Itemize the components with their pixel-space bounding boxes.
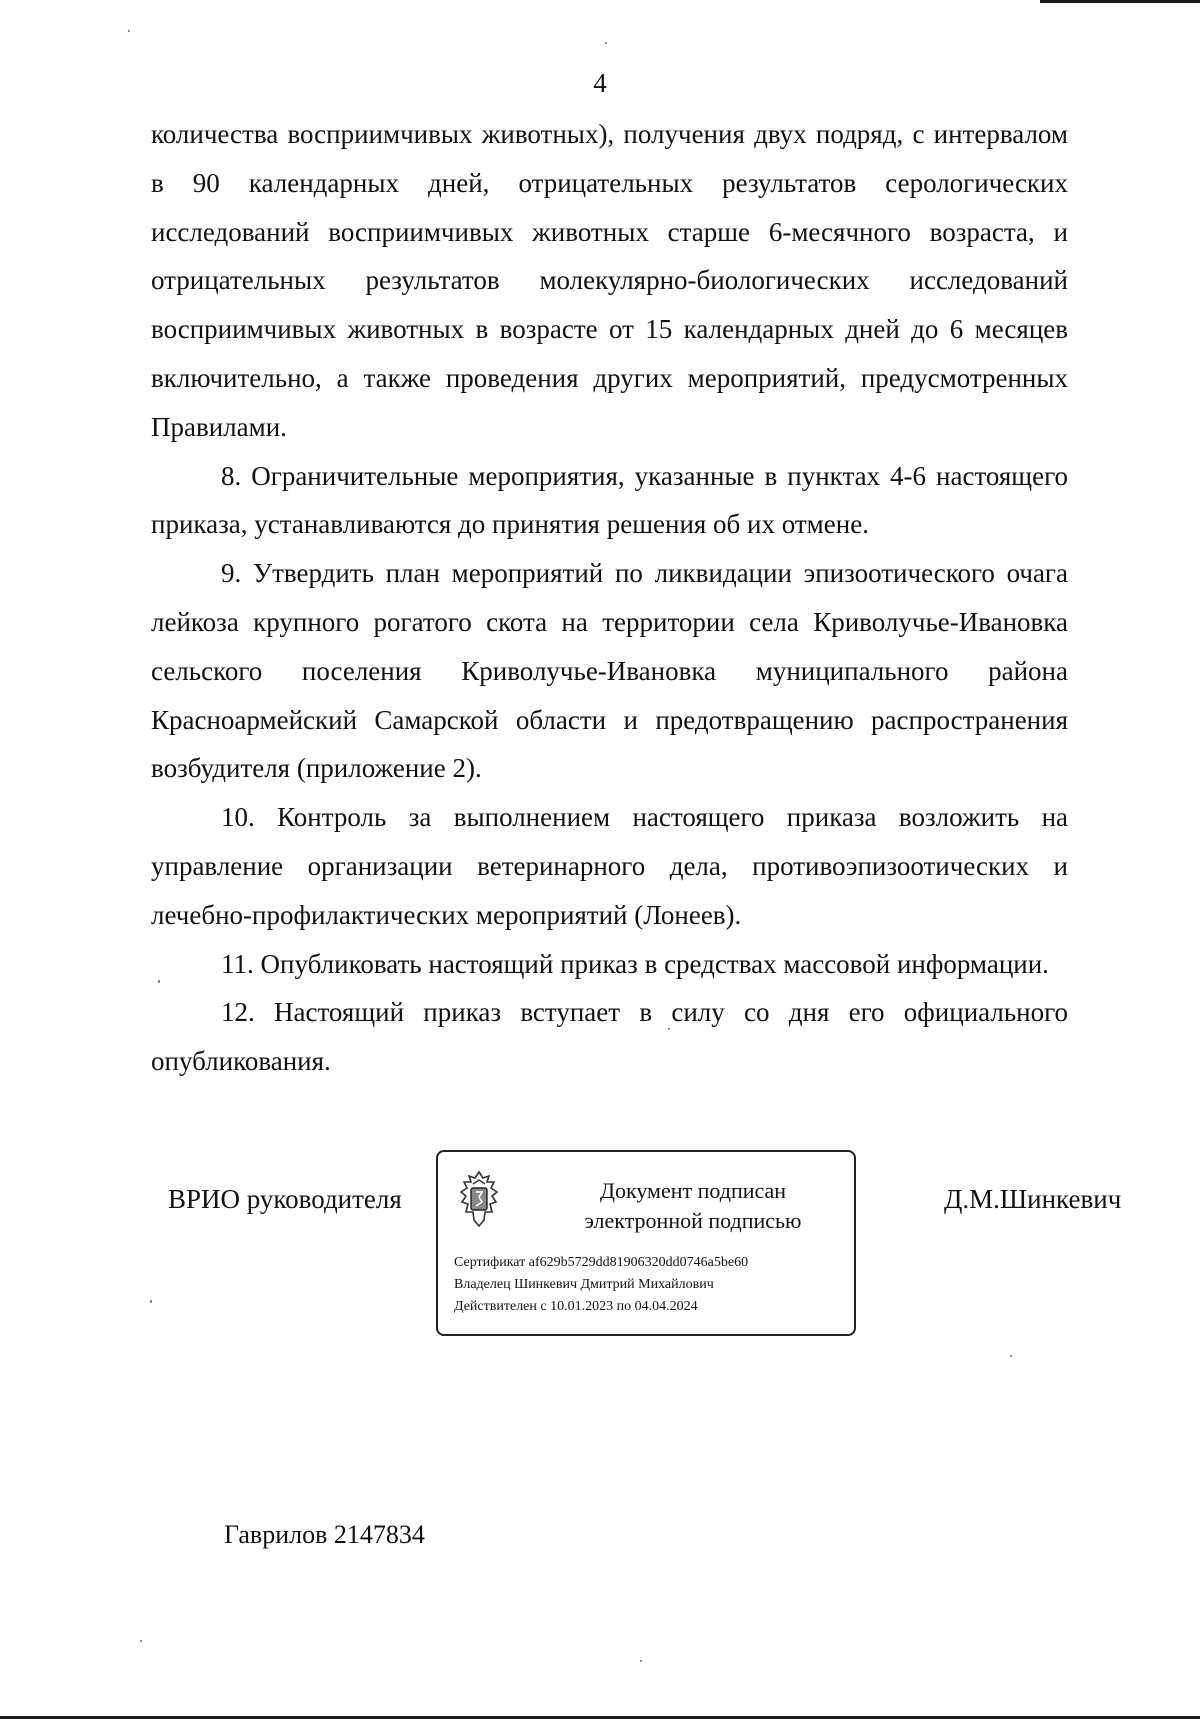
signature-block (0, 1148, 1200, 1338)
scan-edge-top (1040, 0, 1200, 3)
scan-speck (1010, 1355, 1012, 1357)
paragraph-item-12: 12. Настоящий приказ вступает в силу со дня его официального опубликования. (151, 997, 1068, 1077)
paragraph-item-8: 8. Ограничительные мероприятия, указанные в пунктах 4-6 настоящего приказа, устанавливаются до принятия решения об их отмене. (151, 460, 1068, 540)
signer-name: Д.М.Шинкевич (944, 1184, 1122, 1214)
scan-speck (140, 1640, 142, 1642)
stamp-details (454, 1252, 748, 1318)
stamp-certificate: Сертификат af629b5729dd81906320dd0746a5be60 (454, 1255, 749, 1270)
stamp-title-line: Документ подписан (599, 1178, 787, 1203)
electronic-signature-stamp (436, 1150, 856, 1336)
stamp-title (548, 1176, 838, 1236)
paragraph-continuation: количества восприимчивых животных), получения двух подряд, с интервалом в 90 календарных дней, отрицательных результатов серологических исследований восприимчивых животных старше 6-месячного возраста, и отрицательных результатов молекулярно-биологических исследований восприимчивых животных в возрасте от 15 календарных дней до 6 месяцев включительно, а также проведения других мероприятий, предусмотренных Правилами. (151, 119, 1068, 442)
page-number: 4 (593, 68, 607, 98)
paragraph-item-10: 10. Контроль за выполнением настоящего приказа возложить на управление организации ветеринарного дела, противоэпизоотических и лечебно-профилактических мероприятий (Лонеев). (151, 802, 1068, 930)
paragraph-item-11: 11. Опубликовать настоящий приказ в средствах массовой информации. (221, 948, 1049, 979)
samara-coat-of-arms-icon (456, 1170, 502, 1228)
signer-position: ВРИО руководителя (168, 1184, 402, 1214)
paragraph-item-9: 9. Утвердить план мероприятий по ликвидации эпизоотического очага лейкоза крупного рогатого скота на территории села Криволучье-Ивановка сельского поселения Криволучье-Ивановка муниципального района Красноармейский Самарской области и предотвращению распространения возбудителя (приложение 2). (151, 558, 1068, 784)
scan-speck (128, 30, 130, 32)
stamp-validity: Действителен с 10.01.2023 по 04.04.2024 (454, 1299, 698, 1314)
document-body (151, 110, 1068, 1086)
stamp-owner: Владелец Шинкевич Дмитрий Михайлович (454, 1277, 714, 1292)
scan-speck (640, 1660, 642, 1662)
stamp-title-line: электронной подписью (584, 1208, 802, 1233)
executor-line: Гаврилов 2147834 (224, 1520, 425, 1549)
scan-speck (605, 42, 607, 44)
